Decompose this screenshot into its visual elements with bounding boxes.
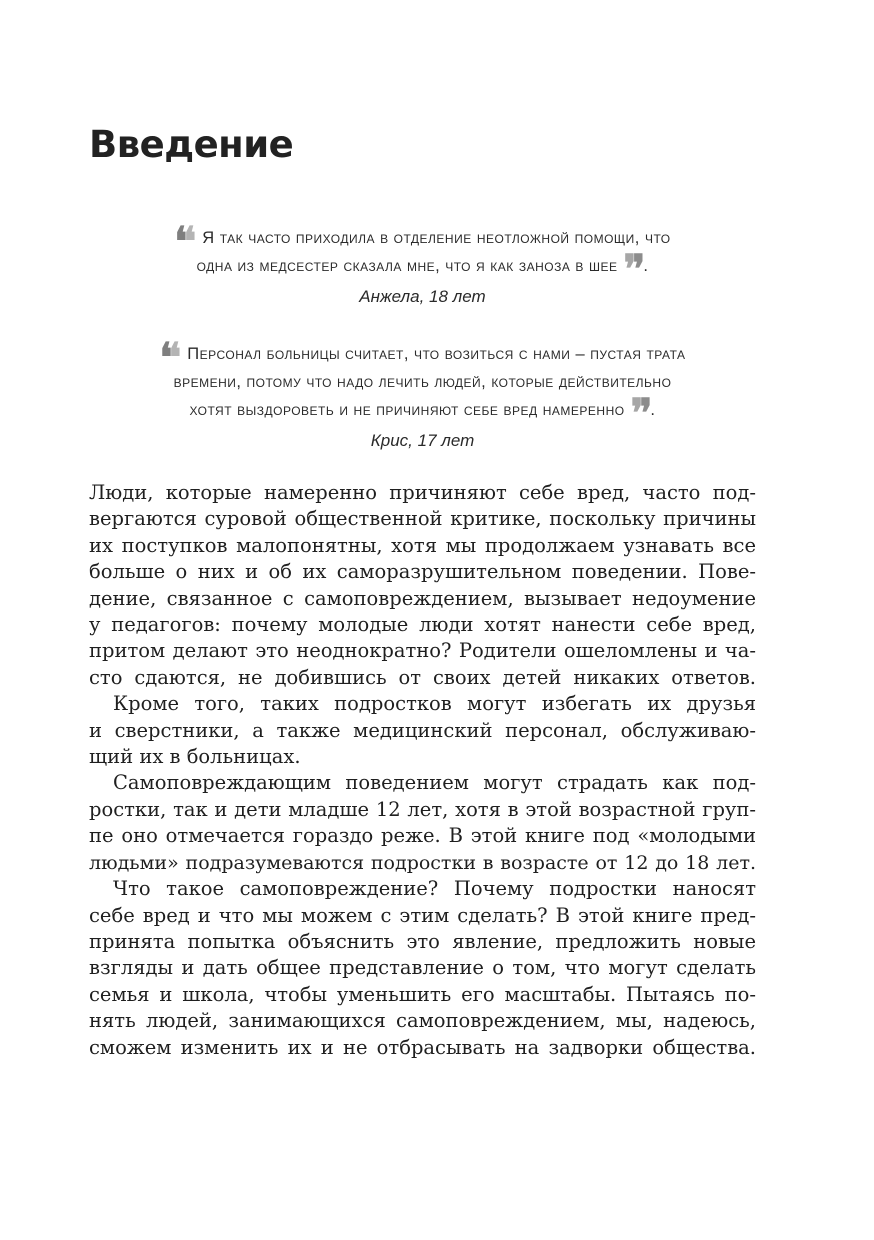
paragraph-1 xyxy=(89,480,756,691)
text-line: Люди, которые намеренно причиняют себе вред, часто под- xyxy=(89,481,756,504)
text-line: Что такое самоповреждение? Почему подростки наносят xyxy=(113,877,756,901)
quote-text: Я так часто приходила в отделение неотложной помощи, что xyxy=(202,229,671,247)
text-line: вергаются суровой общественной критике, поскольку причины xyxy=(89,507,756,531)
text-line: взгляды и дать общее представление о том, что могут сделать xyxy=(89,956,756,980)
close-quote-mark-icon: ❜❜ xyxy=(623,246,642,293)
open-quote-mark-icon: ❛❛ xyxy=(174,218,193,265)
epigraph-quote-2 xyxy=(89,334,756,454)
text-line: дение, связанное с самоповреждением, вызывает недоумение xyxy=(89,586,756,610)
open-quote-mark-icon: ❛❛ xyxy=(159,334,178,381)
text-line: себе вред и что мы можем с этим сделать? В этой книге пред- xyxy=(89,903,756,927)
paragraph-3 xyxy=(89,770,756,876)
epigraph-quote-1 xyxy=(89,218,756,310)
text-line: у педагогов: почему молодые люди хотят нанести себе вред, xyxy=(89,613,756,637)
text-line: щий их в больницах. xyxy=(89,745,301,769)
quote-author: Анжела, 18 лет xyxy=(359,287,486,306)
quote-text: одна из медсестер сказала мне, что я как заноза в шее xyxy=(196,257,618,275)
chapter-heading: Введение xyxy=(89,123,294,166)
paragraph-2 xyxy=(89,691,756,770)
quote-line xyxy=(89,390,756,437)
text-line: пе оно отмечается гораздо реже. В этой книге под «молодыми xyxy=(89,824,756,848)
quote-text: хотят выздороветь и не причиняют себе вред намеренно xyxy=(189,401,625,419)
text-line: их поступков малопонятны, хотя мы продолжаем узнавать все xyxy=(89,533,756,557)
quote-end-punct: . xyxy=(650,401,656,419)
quote-end-punct: . xyxy=(643,257,649,275)
text-line: сто сдаются, не добившись от своих детей никаких ответов. xyxy=(89,665,756,689)
close-quote-mark-icon: ❜❜ xyxy=(630,390,649,437)
text-line: Самоповреждающим поведением могут страдать как под- xyxy=(113,771,756,795)
body-text xyxy=(89,480,756,1061)
quote-line xyxy=(89,218,756,265)
text-line: больше о них и об их саморазрушительном поведении. Пове- xyxy=(89,560,756,584)
text-line: и сверстники, а также медицинский персонал, обслуживаю- xyxy=(89,718,756,742)
text-line: людьми» подразумеваются подростки в возрасте от 12 до 18 лет. xyxy=(89,851,756,874)
text-line: сможем изменить их и не отбрасывать на задворки общества. xyxy=(89,1035,756,1059)
quote-line xyxy=(89,368,756,396)
quote-text: Персонал больницы считает, что возиться с нами – пустая трата xyxy=(187,345,686,363)
text-line: Кроме того, таких подростков могут избегать их друзья xyxy=(113,692,756,716)
text-line: принята попытка объяснить это явление, предложить новые xyxy=(89,929,756,953)
quote-line xyxy=(89,334,756,381)
paragraph-4 xyxy=(89,876,756,1061)
quote-text: времени, потому что надо лечить людей, которые действительно xyxy=(173,373,672,391)
text-line: притом делают это неоднократно? Родители ошеломлены и ча- xyxy=(89,639,756,663)
text-line: ростки, так и дети младше 12 лет, хотя в этой возрастной груп- xyxy=(89,797,756,821)
text-line: семья и школа, чтобы уменьшить его масштабы. Пытаясь по- xyxy=(89,982,756,1006)
quote-author: Крис, 17 лет xyxy=(370,431,475,450)
text-line: нять людей, занимающихся самоповреждением, мы, надеюсь, xyxy=(89,1009,756,1033)
